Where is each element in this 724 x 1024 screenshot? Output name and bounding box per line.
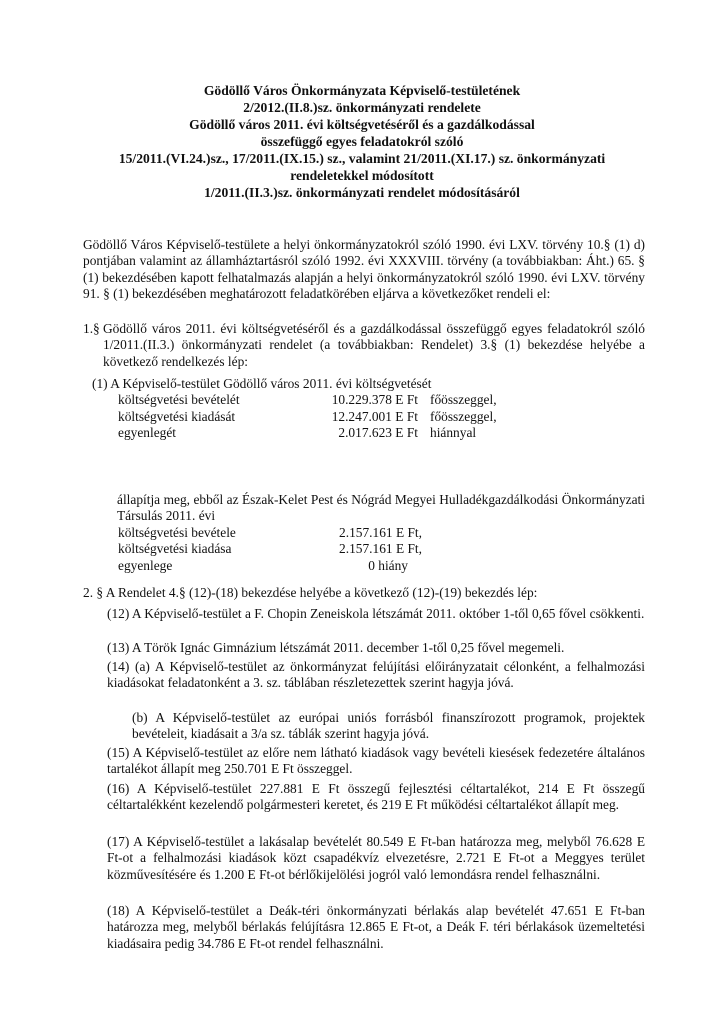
association-row-amount: 2.157.161 E Ft, [339,541,422,557]
paragraph-12: (12) A Képviselő-testület a F. Chopin Zeneiskola létszámát 2011. október 1-től 0,65 fővel csökkenti. [107,606,645,621]
paragraph-14b: (b) A Képviselő-testület az európai uniós forrásból finanszírozott programok, projektek bevételeit, kiadásait a 3/a sz. táblák szerint hagyja jóvá. [132,710,645,742]
budget-row-label: költségvetési kiadását [118,408,236,424]
association-row-label: költségvetési kiadása [118,541,232,557]
title-line-2: 2/2012.(II.8.)sz. önkormányzati rendelete [243,100,481,115]
budget-row [92,425,522,441]
budget-row [92,392,522,408]
association-row-amount: 2.157.161 E Ft, [339,525,422,540]
budget-row-amount: 10.229.378 E Ft [331,392,418,408]
budget-row-label: egyenlegét [118,424,176,440]
budget-row-note: hiánnyal [430,424,477,440]
section-2-heading: 2. § A Rendelet 4.§ (12)-(18) bekezdése helyébe a következő (12)-(19) bekezdés lép: [83,585,538,600]
paragraph-18: (18) A Képviselő-testület a Deák-téri önkormányzati bérlakás alap bevételét 47.651 E Ft-ban határozza meg, melyből bérlakás felújításra 12.865 E Ft-ot, a Deák F. téri bérlakások üzemeltetési kiadásaira pedig 34.786 E Ft-ot rendel felhasználni. [107,903,645,951]
association-row [92,525,422,541]
association-row-amount: 0 hiány [368,557,408,573]
intro-paragraph: Gödöllő Város Képviselő-testülete a helyi önkormányzatokról szóló 1990. évi LXV. törvény 10.§ (1) d) pontjában valamint az államháztartásról szóló 1992. évi XXXVIII. törvény (a továbbiakban: Áht.) 65. § (1) bekezdésében kapott felhatalmazás alapján a helyi önkormányzatokról szóló 1990. évi LXV. törvény 91. § (1) bekezdésében meghatározott feladatkörében eljárva a következőket rendeli el: [83,237,645,301]
title-line-3: Gödöllő város 2011. évi költségvetéséről és a gazdálkodással [189,117,535,132]
subsection-1 [92,376,652,441]
association-row [92,541,422,557]
association-row-label: költségvetési bevétele [118,525,236,540]
document-title [0,82,724,201]
subsection-1-continuation: állapítja meg, ebből az Észak-Kelet Pest és Nógrád Megyei Hulladékgazdálkodási Önkormányzati Társulás 2011. évi [117,492,645,524]
paragraph-15: (15) A Képviselő-testület az előre nem látható kiadások vagy bevételi kiesések fedezetére általános tartalékot állapít meg 250.701 E Ft összeggel. [107,745,645,777]
title-line-6: rendeletekkel módosított [290,168,434,183]
budget-row-note: főösszeggel, [430,392,497,408]
section-1-text: Gödöllő város 2011. évi költségvetéséről és a gazdálkodással összefüggő egyes feladatokról szóló 1/2011.(II.3.) önkormányzati rendelet (a továbbiakban: Rendelet) 3.§ (1) bekezdése helyébe a következő rendelkezés lép: [103,321,645,369]
paragraph-14a: (14) (a) A Képviselő-testület az önkormányzat felújítási előirányzatait célonként, a felhalmozási kiadásokat feladatonként a 3. sz. táblában részletezettek szerint hagyja jóvá. [107,659,645,691]
association-row-label: egyenlege [118,557,173,573]
association-budget [92,509,422,574]
title-line-5: 15/2011.(VI.24.)sz., 17/2011.(IX.15.) sz., valamint 21/2011.(XI.17.) sz. önkormányzati [118,151,606,166]
budget-row-amount: 2.017.623 E Ft [338,424,418,440]
budget-row-note: főösszeggel, [430,408,497,424]
paragraph-16: (16) A Képviselő-testület 227.881 E Ft összegű fejlesztési céltartalékot, 214 E Ft összegű céltartalékként kezelendő polgármesteri keretet, és 219 E Ft működési céltartalékot állapít meg. [107,781,645,813]
association-row [92,558,422,574]
paragraph-13: (13) A Török Ignác Gimnázium létszámát 2011. december 1-től 0,25 fővel megemeli. [107,640,565,655]
budget-row-amount: 12.247.001 E Ft [331,408,418,424]
budget-row-label: költségvetési bevételét [118,392,240,408]
paragraph-17: (17) A Képviselő-testület a lakásalap bevételét 80.549 E Ft-ban határozza meg, melyből 76.628 E Ft-ot a felhalmozási kiadások közt csapadékvíz elvezetésre, 2.721 E Ft-ot a Meggyes terület közművesítésére és 1.200 E Ft-ot bérlőkijelölési jogról való lemondásra rendel felhasználni. [107,834,645,882]
subsection-1-heading: (1) A Képviselő-testület Gödöllő város 2011. évi költségvetését [92,376,432,391]
section-1 [83,321,645,370]
section-1-number: 1.§ [83,321,100,336]
title-line-1: Gödöllő Város Önkormányzata Képviselő-testületének [203,83,521,98]
budget-row [92,409,522,425]
title-line-7: 1/2011.(II.3.)sz. önkormányzati rendelet módosításáról [204,185,520,200]
title-line-4: összefüggő egyes feladatokról szóló [260,134,464,149]
